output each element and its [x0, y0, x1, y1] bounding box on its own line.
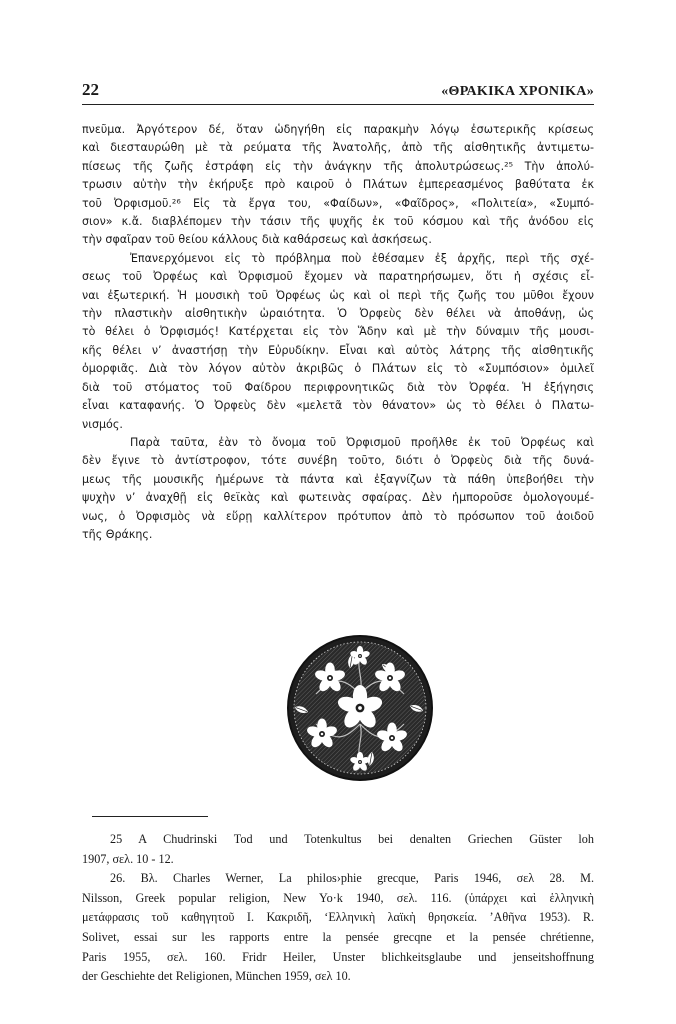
footnotes — [82, 830, 594, 987]
footnote-line: 25 A Chudrinski Tod und Totenkultus bei denalten Griechen Güster loh — [110, 832, 594, 846]
text-line: ὀμορφιᾶς. Διὰ τὸν λόγον αὐτὸν ἀκριβῶς ὁ Πλάτων εἰς τὸ «Συμπόσιον» ὁμιλεῖ — [82, 362, 594, 376]
text-line: διὰ τοῦ στόματος τοῦ Φαίδρου περιφρονητικῶς διὰ τὸν Ὀρφέα. Ἡ ἐξήγησις — [82, 380, 594, 394]
text-line: Παρὰ ταῦτα, ἐὰν τὸ ὄνομα τοῦ Ὀρφισμοῦ προῆλθε ἐκ τοῦ Ὀρφέως καὶ — [130, 435, 594, 449]
text-line: νως, ὁ Ὀρφισμὸς νὰ εὕρῃ καλλίτερον πρότυπον ἀπὸ τὸ πρόσωπον τοῦ ἀοιδοῦ — [82, 509, 594, 523]
footnote-line: der Geschiehte det Religionen, München 1959, σελ 10. — [82, 969, 351, 984]
footnote-line: Solivet, essai sur les rapports entre la pensée grecqne et la pensée chrétienne, — [82, 929, 594, 944]
running-head — [82, 80, 594, 100]
text-line: σιον» κ.ἄ. διαβλέπομεν τὴν τάσιν τῆς ψυχῆς ἐκ τοῦ κόσμου καὶ τῆς ἀνόδου εἰς — [82, 215, 594, 229]
footnote-separator — [92, 816, 208, 817]
header-rule — [82, 104, 594, 105]
text-line: δὲν ἔγινε τὸ ἀντίστροφον, τότε συνέβη τοῦτο, διότι ὁ Ὀρφεὺς διὰ τῆς δυνά- — [82, 454, 594, 468]
text-line: μεως τῆς μουσικῆς ἡμέρωνε τὰ πάντα καὶ ἐξαγνίζων τὰ πάθη ὑπεβοήθει τὴν — [82, 472, 594, 486]
text-line: πίσεως τῆς ζωῆς ἐστράφη εἰς τὴν ἀνάγκην τῆς ἀπολυτρώσεως.²⁵ Τὴν ἀπολύ- — [82, 159, 594, 173]
text-line: πνεῦμα. Ἀργότερον δέ, ὅταν ὡδηγήθη εἰς παρακμὴν λόγῳ ἐσωτερικῆς κρίσεως — [82, 123, 594, 136]
text-line: ναι ἐξωτερική. Ἡ μουσικὴ τοῦ Ὀρφέως ὡς καὶ οἱ περὶ τῆς ζωῆς του μῦθοι ἔχουν — [82, 288, 594, 302]
text-line: τὴν πλαστικὴν αἰσθητικὴν ὡραιότητα. Ὁ Ὀρφεὺς δὲν θέλει νὰ ἀποθάνῃ, ὡς — [82, 307, 594, 321]
text-line: Ἐπανερχόμενοι εἰς τὸ πρόβλημα ποὺ ἐθέσαμεν ἐξ ἀρχῆς, περὶ τῆς σχέ- — [130, 251, 594, 265]
footnote-line: 26. Βλ. Charles Werner, La philos›phie grecque, Paris 1946, σελ 28. M. — [110, 871, 594, 886]
journal-title: «ΘΡΑΚΙΚΑ ΧΡΟΝΙΚΑ» — [441, 84, 594, 99]
footnote-26 — [82, 869, 594, 987]
paragraph-2 — [82, 250, 594, 434]
text-line: εἶναι καταφανής. Ὁ Ὀρφεὺς δὲν «μελετᾶ τὸν θάνατον» ὡς τὸ θέλει ὁ Πλατω- — [82, 399, 594, 413]
paragraph-1 — [82, 121, 594, 250]
footnote-line: 1907, σελ. 10 - 12. — [82, 851, 174, 866]
text-line: τοῦ Ὀρφισμοῦ.²⁶ Εἰς τὰ ἔργα του, «Φαίδων», «Φαῖδρος», «Πολιτεία», «Συμπό- — [82, 196, 594, 210]
text-line: σεως τοῦ Ὀρφέως καὶ Ὀρφισμοῦ ἔχομεν νὰ παρατηρήσωμεν, ὅτι ἡ σχέσις εἶ- — [82, 270, 594, 284]
page-number: 22 — [82, 80, 99, 99]
text-line: τρωσιν αὐτὴν τὴν ἐκήρυξε πρὸ καιροῦ ὁ Πλάτων ἐμπερεασμένος βαθύτατα ἐκ — [82, 178, 594, 192]
text-line: νισμός. — [82, 417, 123, 431]
paragraph-3 — [82, 434, 594, 544]
text-line: τῆς Θράκης. — [82, 527, 153, 541]
footnote-line: Paris 1955, σελ. 160. Fridr Heiler, Unster blichkeitsglaube und jenseitshoffnung — [82, 949, 594, 964]
footnote-25 — [82, 830, 594, 869]
main-text — [82, 121, 594, 544]
footnote-line: μετάφρασις τοῦ καθηγητοῦ Ι. Κακριδῆ, ‘Ελληνικὴ λαϊκὴ θρησκεία. ’Αθῆνα 1953). R. — [82, 910, 594, 925]
text-line: καὶ διεσταυρώθη μὲ τὰ ρεύματα τῆς Ἀνατολῆς, ἀπὸ τῆς αἰσθητικῆς ἀντιμετω- — [82, 141, 594, 155]
text-line: ψυχὴν ν’ ἀναχθῇ εἰς θεϊκὰς καὶ φωτεινὰς σφαίρας. Δὲν ἠμποροῦσε ὁμολογουμέ- — [82, 491, 594, 505]
text-line: τὸ θέλει ὁ Ὀρφισμός! Κατέρχεται εἰς τὸν Ἅδην καὶ μὲ τὴν δύναμιν τῆς μουσι- — [82, 325, 594, 339]
text-line: κῆς θέλει ν’ ἀναστήσῃ τὴν Εὐρυδίκην. Εἶναι καὶ αὐτὸς λάτρης τῆς αἰσθητικῆς — [82, 343, 594, 357]
text-line: τὴν σφαῖραν τοῦ θείου κάλλους διὰ καθάρσεως καὶ ἀσκήσεως. — [82, 233, 432, 247]
footnote-line: Nilsson, Greek popular religion, New Yo·k 1940, σελ. 116. (ὑπάρχει καὶ ἑλληνικὴ — [82, 890, 594, 905]
floral-rosette-ornament-icon — [286, 634, 434, 782]
